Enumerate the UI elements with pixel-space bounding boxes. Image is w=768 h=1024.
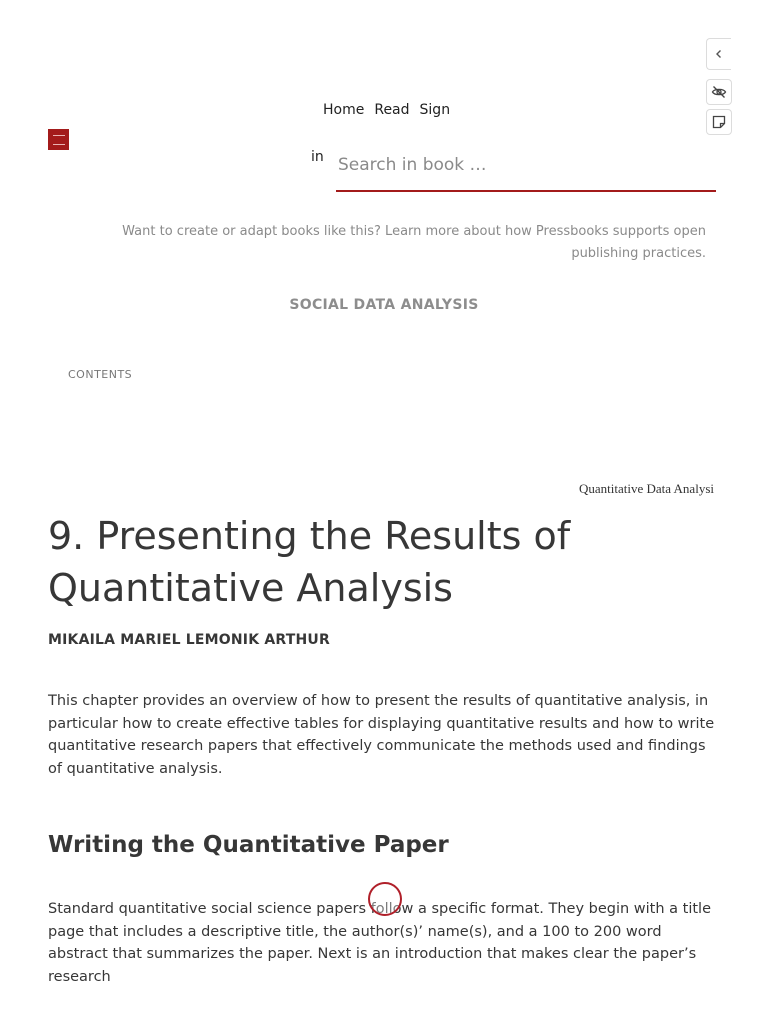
top-nav bbox=[323, 102, 450, 118]
search-input[interactable] bbox=[336, 140, 716, 192]
nav-home-link[interactable]: Home bbox=[323, 102, 365, 118]
new-note-button[interactable] bbox=[706, 109, 732, 135]
section-paragraph: Standard quantitative social science papers follow a specific format. They begin with a title page that includes a descriptive title, the author(s)’ name(s), and a 100 to 200 word abstract that summarizes the paper. Next is an introduction that makes clear the paper’s research bbox=[48, 901, 711, 985]
chapter-intro: This chapter provides an overview of how to present the results of quantitative analysis, in particular how to create effective tables for displaying quantitative results and how to write quantitative research papers that effectively communicate the methods used and findings of quantitative analysis. bbox=[48, 693, 715, 777]
eye-off-icon bbox=[711, 84, 727, 100]
part-label: Quantitative Data Analysi bbox=[578, 481, 714, 496]
chevron-left-icon bbox=[714, 49, 724, 59]
promo-link[interactable]: Want to create or adapt books like this? Learn more about how Pressbooks supports open publishing practices. bbox=[122, 224, 706, 261]
cursor-indicator bbox=[368, 882, 402, 916]
book-title[interactable]: SOCIAL DATA ANALYSIS bbox=[289, 297, 479, 313]
section-heading: Writing the Quantitative Paper bbox=[48, 832, 449, 858]
chapter-author: MIKAILA MARIEL LEMONIK ARTHUR bbox=[48, 632, 330, 648]
nav-sign-in-link[interactable]: Sign bbox=[419, 102, 451, 118]
logo-mark bbox=[53, 135, 65, 145]
collapse-toolbar-button[interactable] bbox=[706, 38, 731, 70]
chapter-title: 9. Presenting the Results of Quantitative Analysis bbox=[48, 514, 571, 610]
promo-text[interactable] bbox=[100, 221, 706, 265]
contents-toggle[interactable]: CONTENTS bbox=[68, 368, 133, 381]
nav-sign-in-link-tail[interactable]: in bbox=[311, 149, 324, 165]
hide-annotations-button[interactable] bbox=[706, 79, 732, 105]
pressbooks-logo[interactable] bbox=[48, 129, 69, 150]
sticky-note-icon bbox=[711, 114, 727, 130]
nav-read-link[interactable]: Read bbox=[374, 102, 410, 118]
